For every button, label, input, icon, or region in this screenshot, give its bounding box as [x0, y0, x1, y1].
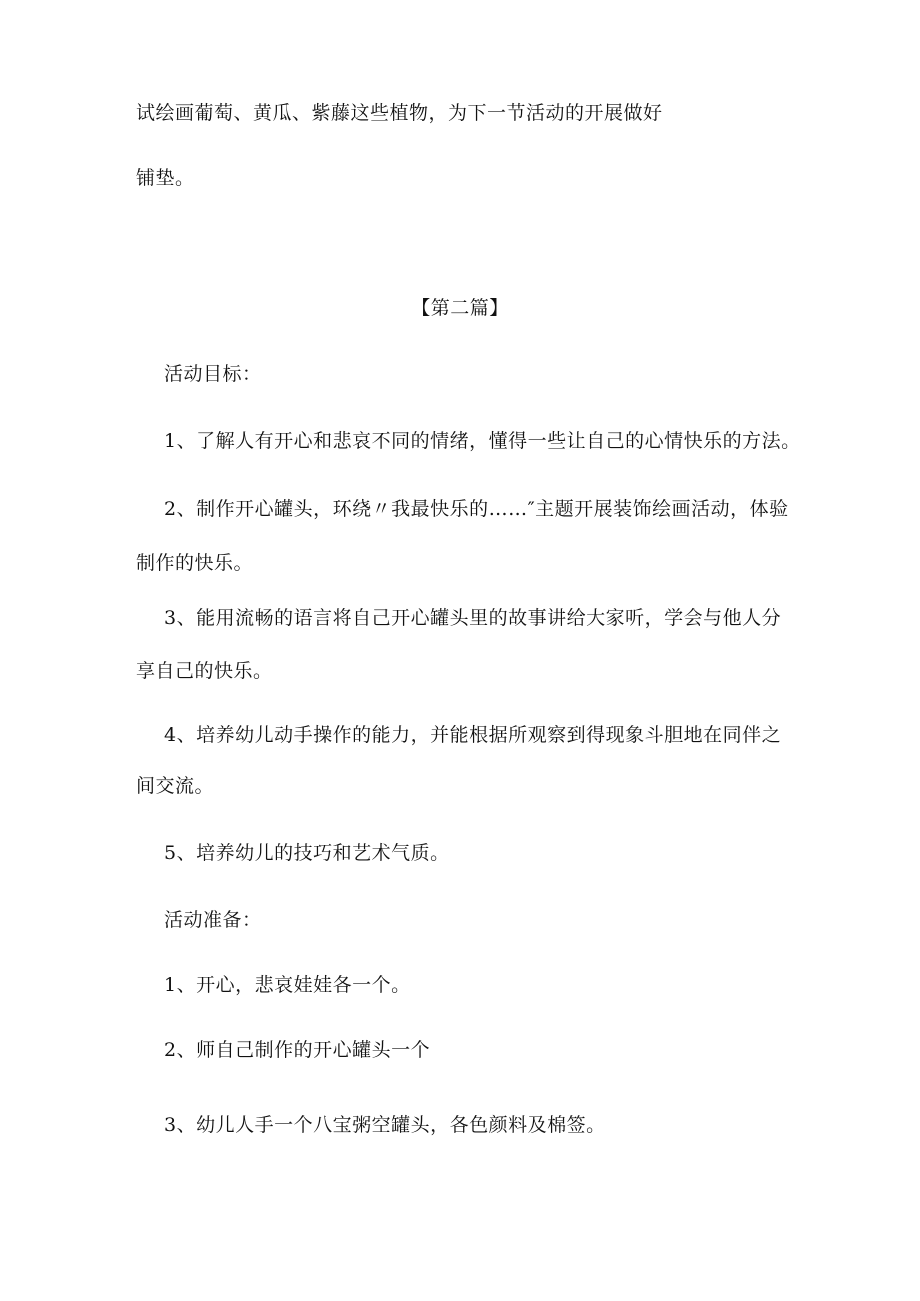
goal-item-4-line-2: 间交流。 [136, 775, 215, 797]
intro-line-1: 试绘画葡萄、黄瓜、紫藤这些植物，为下一节活动的开展做好 [136, 102, 663, 124]
prep-item-3: 3、幼儿人手一个八宝粥空罐头，各色颜料及棉签。 [164, 1114, 606, 1136]
goal-item-1: 1、了解人有开心和悲哀不同的情绪，懂得一些让自己的心情快乐的方法。 [164, 430, 801, 452]
section-heading: 【第二篇】 [411, 297, 509, 319]
goal-item-2-line-2: 制作的快乐。 [136, 552, 254, 574]
goal-item-5: 5、培养幼儿的技巧和艺术气质。 [164, 842, 450, 864]
goals-title: 活动目标： [164, 363, 262, 385]
intro-line-2: 铺垫。 [136, 167, 195, 189]
goal-item-4-line-1: 4、培养幼儿动手操作的能力，并能根据所观察到得现象斗胆地在同伴之 [164, 724, 782, 746]
goal-item-3-line-2: 享自己的快乐。 [136, 660, 273, 682]
prep-item-2: 2、师自己制作的开心罐头一个 [164, 1039, 431, 1061]
goal-item-2-line-1: 2、制作开心罐头，环绕〃我最快乐的……″主题开展装饰绘画活动，体验 [164, 498, 789, 520]
goal-item-3-line-1: 3、能用流畅的语言将自己开心罐头里的故事讲给大家听，学会与他人分 [164, 607, 782, 629]
prep-title: 活动准备： [164, 909, 262, 931]
prep-item-1: 1、开心，悲哀娃娃各一个。 [164, 974, 411, 996]
